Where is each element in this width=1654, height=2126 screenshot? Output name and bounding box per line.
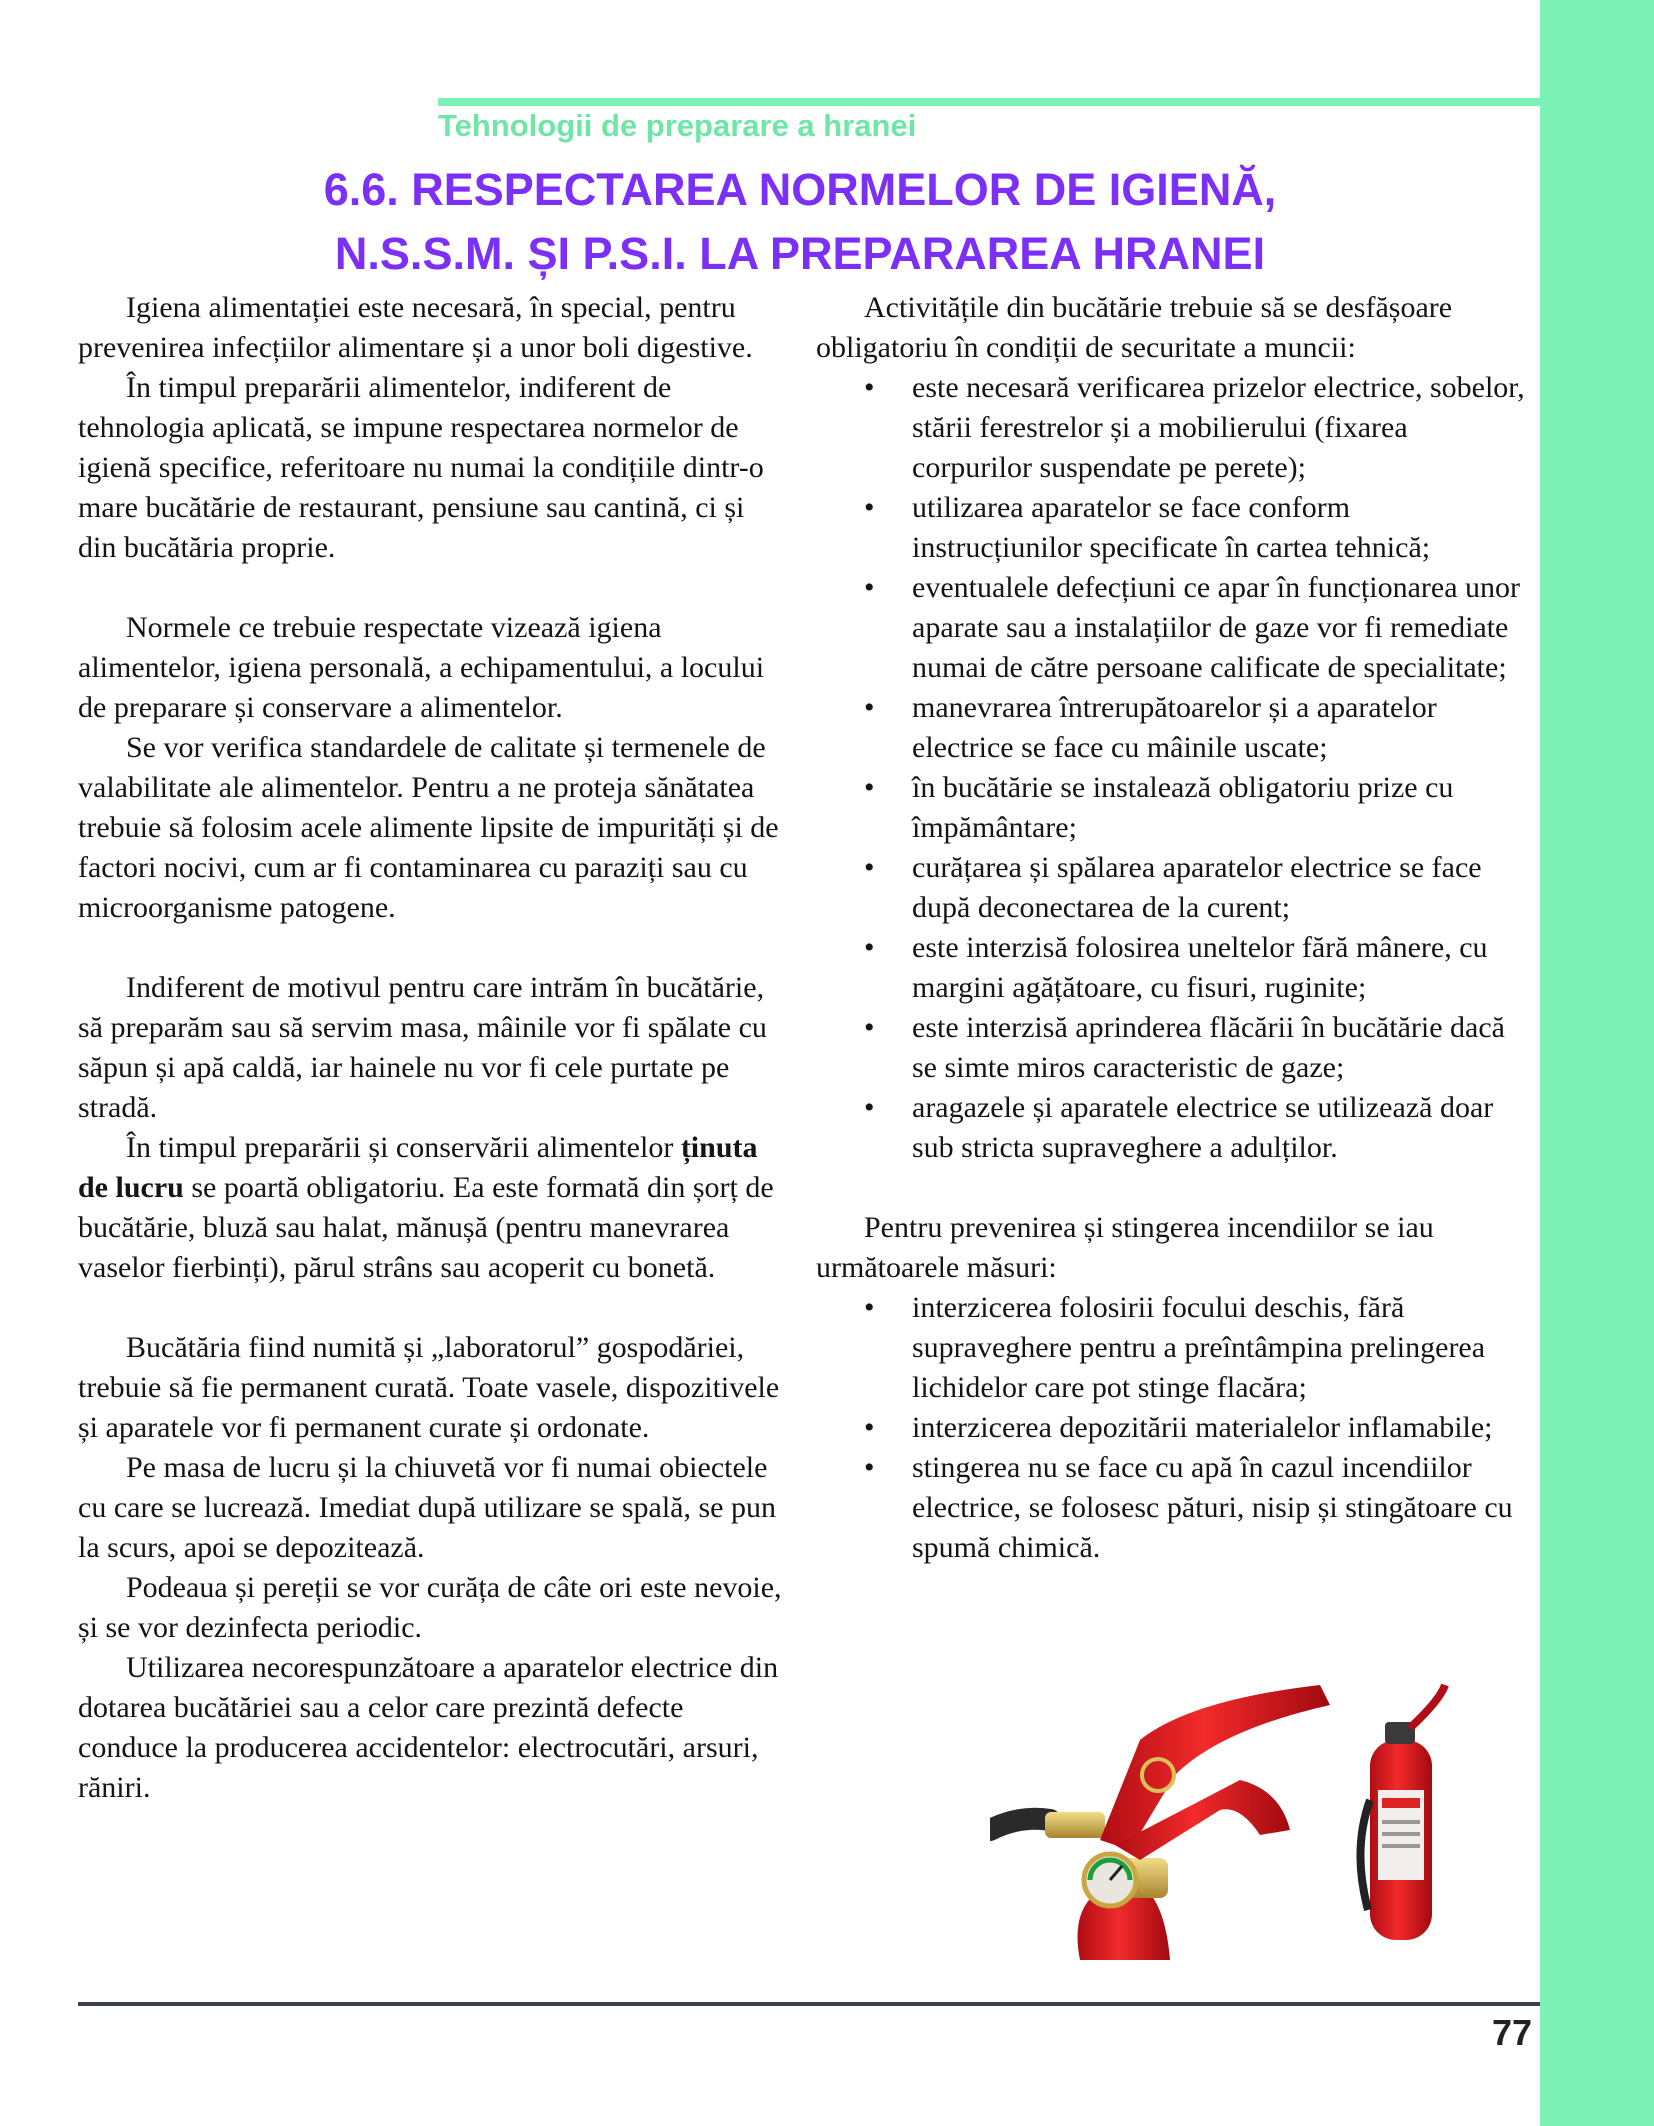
list-item: [816, 848, 1526, 928]
page-number: 77: [1491, 2012, 1532, 2053]
bullet: •: [864, 771, 875, 804]
list-item-text: utilizarea aparatelor se face conform instrucțiunilor specificate în cartea tehnică;: [912, 491, 1431, 564]
list-item-text: este interzisă folosirea uneltelor fără mânere, cu margini agățătoare, cu fisuri, ruginite;: [912, 931, 1488, 1004]
list-item: [816, 1408, 1526, 1448]
bullet: •: [864, 1451, 875, 1484]
bullet: •: [864, 371, 875, 404]
list-item: [816, 488, 1526, 568]
list-item-text: eventualele defecțiuni ce apar în funcționarea unor aparate sau a instalațiilor de gaze vor fi remediate numai de către persoane calificate de specialitate;: [912, 571, 1521, 684]
paragraph: Activitățile din bucătărie trebuie să se desfășoare obligatoriu în condiții de securitate a muncii:: [816, 291, 1453, 364]
list-item: [816, 1088, 1526, 1168]
bold-term: ținuta de lucru: [78, 1131, 758, 1204]
footer-rule: [78, 2002, 1540, 2006]
running-header: Tehnologii de preparare a hranei: [438, 108, 917, 143]
list-item-text: curățarea și spălarea aparatelor electrice se face după deconectarea de la curent;: [912, 851, 1482, 924]
paragraph: Podeaua și pereții se vor curăța de câte ori este nevoie, și se vor dezinfecta periodic.: [78, 1571, 782, 1644]
fire-prevention-list: [816, 1288, 1526, 1568]
bullet: •: [864, 931, 875, 964]
safety-list: [816, 368, 1526, 1168]
header-rule: [438, 98, 1540, 106]
list-item-text: este necesară verificarea prizelor electrice, sobelor, stării ferestrelor și a mobilierului (fixarea corpurilor suspendate pe perete);: [912, 371, 1525, 484]
bullet: •: [864, 1011, 875, 1044]
text-span: se poartă obligatoriu. Ea este formată din șorț de bucătărie, bluză sau halat, mănușă (pentru manevrarea vaselor fierbinți), părul strâns sau acoperit cu bonetă.: [78, 1171, 774, 1284]
bullet: •: [864, 1291, 875, 1324]
list-item: [816, 768, 1526, 848]
fire-extinguisher-photo: [990, 1680, 1460, 1970]
list-item: [816, 368, 1526, 488]
list-item-text: manevrarea întrerupătoarelor și a aparatelor electrice se face cu mâinile uscate;: [912, 691, 1437, 764]
text-span: În timpul preparării și conservării alimentelor: [126, 1131, 674, 1164]
paragraph: Igiena alimentației este necesară, în special, pentru prevenirea infecțiilor alimentare și a unor boli digestive.: [78, 291, 753, 364]
list-item: [816, 1288, 1526, 1408]
list-item: [816, 928, 1526, 1008]
bullet: •: [864, 1091, 875, 1124]
left-column: [78, 288, 788, 1808]
section-title-line-1: 6.6. RESPECTAREA NORMELOR DE IGIENĂ,: [323, 164, 1277, 215]
list-item-text: stingerea nu se face cu apă în cazul incendiilor electrice, se folosesc pături, nisip și stingătoare cu spumă chimică.: [912, 1451, 1513, 1564]
list-item-text: interzicerea folosirii focului deschis, fără supraveghere pentru a preîntâmpina prelingerea lichidelor care pot stinge flacăra;: [912, 1291, 1486, 1404]
right-column: [816, 288, 1526, 1568]
paragraph: [78, 1128, 788, 1288]
side-color-band: [1540, 0, 1654, 2126]
paragraph: În timpul preparării alimentelor, indiferent de tehnologia aplicată, se impune respectarea normelor de igienă specifice, referitoare nu numai la condițiile dintr-o mare bucătărie de restaurant, pensiune sau cantină, ci și din bucătăria proprie.: [78, 371, 764, 564]
bullet: •: [864, 491, 875, 524]
paragraph: Normele ce trebuie respectate vizează igiena alimentelor, igiena personală, a echipamentului, a locului de preparare și conservare a alimentelor.: [78, 611, 765, 724]
list-item: [816, 1008, 1526, 1088]
list-item: [816, 688, 1526, 768]
bullet: •: [864, 851, 875, 884]
list-item-text: aragazele și aparatele electrice se utilizează doar sub stricta supraveghere a adulților.: [912, 1091, 1494, 1164]
bullet: •: [864, 1411, 875, 1444]
list-item-text: în bucătărie se instalează obligatoriu prize cu împământare;: [912, 771, 1454, 844]
paragraph: Pe masa de lucru și la chiuvetă vor fi numai obiectele cu care se lucrează. Imediat după utilizare se spală, se pun la scurs, apoi se depozitează.: [78, 1451, 776, 1564]
paragraph: Indiferent de motivul pentru care intrăm în bucătărie, să preparăm sau să servim masa, mâinile vor fi spălate cu săpun și apă caldă, iar hainele nu vor fi cele purtate pe stradă.: [78, 971, 767, 1124]
list-item-text: este interzisă aprinderea flăcării în bucătărie dacă se simte miros caracteristic de gaze;: [912, 1011, 1505, 1084]
paragraph: Pentru prevenirea și stingerea incendiilor se iau următoarele măsuri:: [816, 1211, 1434, 1284]
paragraph: Bucătăria fiind numită și „laboratorul” gospodăriei, trebuie să fie permanent curată. Toate vasele, dispozitivele și aparatele vor fi permanent curate și ordonate.: [78, 1331, 780, 1444]
bullet: •: [864, 691, 875, 724]
paragraph: Utilizarea necorespunzătoare a aparatelor electrice din dotarea bucătăriei sau a celor care prezintă defecte conduce la producerea accidentelor: electrocutări, arsuri, răniri.: [78, 1651, 779, 1804]
bullet: •: [864, 571, 875, 604]
section-title: [120, 158, 1480, 286]
paragraph: Se vor verifica standardele de calitate și termenele de valabilitate ale alimentelor. Pentru a ne proteja sănătatea trebuie să folosim acele alimente lipsite de impurități și de factori nocivi, cum ar fi contaminarea cu paraziți sau cu microorganisme patogene.: [78, 731, 779, 924]
list-item-text: interzicerea depozitării materialelor inflamabile;: [912, 1411, 1493, 1444]
section-title-line-2: N.S.S.M. ȘI P.S.I. LA PREPARAREA HRANEI: [334, 228, 1266, 279]
list-item: [816, 1448, 1526, 1568]
list-item: [816, 568, 1526, 688]
